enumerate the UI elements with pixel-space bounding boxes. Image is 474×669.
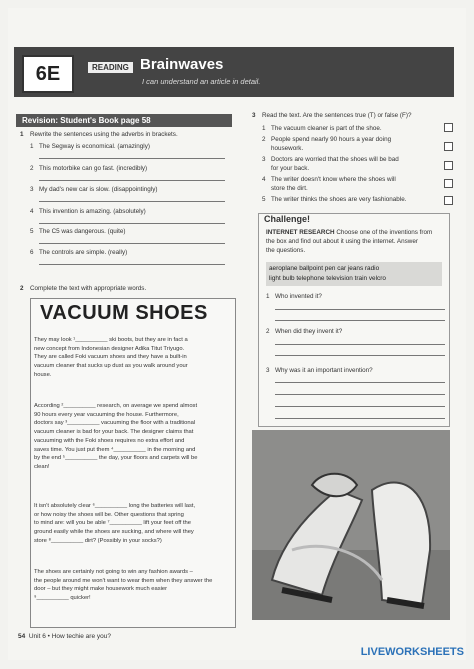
article-line: the people around me won't want to wear them when they answer the — [34, 577, 213, 584]
answer-line[interactable] — [39, 201, 225, 202]
challenge-q-text: When did they invent it? — [275, 328, 343, 335]
article-line: saves time. You just put them ⁴__________ in the morning and — [34, 446, 196, 453]
answer-line[interactable] — [275, 309, 445, 310]
answer-line[interactable] — [275, 355, 445, 356]
article-line: They may look ¹__________ ski boots, but they are in fact a — [34, 337, 188, 343]
challenge-q-number: 2 — [266, 328, 270, 335]
article-line: ⁹__________ quicker! — [34, 595, 91, 602]
article-line: vacuuming with the Foki shoes requires no extra effort and — [34, 437, 185, 444]
challenge-instruction-1: Choose one of the inventions from — [334, 229, 433, 236]
page-subtitle: I can understand an article in detail. — [142, 77, 261, 86]
footer — [18, 633, 111, 640]
tf-box[interactable] — [444, 142, 453, 151]
revision-bar: Revision: Student's Book page 58 — [16, 114, 232, 127]
article-line: by the end ⁵__________ the day, your floors and carpets will be — [34, 455, 198, 462]
article-paragraph-3 — [34, 502, 232, 546]
article-paragraph-4 — [34, 568, 232, 603]
ex3-item-text: Doctors are worried that the shoes will be bad — [271, 156, 399, 163]
ex1-item-text: The controls are simple. (really) — [39, 249, 128, 256]
answer-line[interactable] — [275, 382, 445, 383]
word-box — [266, 262, 442, 286]
internet-research-label: INTERNET RESEARCH — [266, 229, 335, 236]
ex2-number: 2 — [20, 285, 24, 292]
article-line: It isn't absolutely clear ⁶__________ long the batteries will last, — [34, 503, 196, 509]
page-title: Brainwaves — [140, 56, 224, 73]
answer-line[interactable] — [39, 158, 225, 159]
word-row-1: aeroplane ballpoint pen car jeans radio — [269, 265, 380, 272]
article-line: 90 hours every year vacuuming the house. Furthermore, — [34, 411, 179, 418]
article-paragraph-1 — [34, 336, 232, 380]
ex1-instruction: Rewrite the sentences using the adverbs in brackets. — [30, 131, 178, 138]
ex1-item-number: 5 — [30, 228, 34, 235]
article-line: ground easily while the shoes are sucking, and where will they — [34, 529, 194, 536]
tf-box[interactable] — [444, 196, 453, 205]
tf-box[interactable] — [444, 161, 453, 170]
answer-line[interactable] — [275, 320, 445, 321]
unit-code: 6E — [22, 55, 74, 93]
article-line: doctors say ³__________ vacuuming the floor with a traditional — [34, 420, 196, 427]
shoes-illustration — [252, 430, 450, 620]
ex1-item-number: 6 — [30, 249, 34, 256]
article-line: store ⁸__________ dirt? (Possibly in your socks?) — [34, 537, 162, 544]
ex3-item-text-cont: housework. — [271, 145, 304, 152]
ex1-item-text: The C5 was dangerous. (quite) — [39, 228, 126, 235]
challenge-q-number: 3 — [266, 367, 270, 374]
article-line: new concept from Indonesian designer Adika Titut Triyugo. — [34, 345, 185, 352]
ex1-item-text: This motorbike can go fast. (incredibly) — [39, 165, 148, 172]
liveworksheets-watermark: LIVEWORKSHEETS — [360, 646, 464, 658]
answer-line[interactable] — [39, 243, 225, 244]
ex1-item-text: The Segway is economical. (amazingly) — [39, 143, 150, 150]
ex1-item-number: 1 — [30, 143, 34, 150]
ex3-item-number: 2 — [262, 136, 266, 143]
ex3-item-text: The vacuum cleaner is part of the shoe. — [271, 125, 382, 132]
answer-line[interactable] — [275, 406, 445, 407]
vacuum-shoes-photo — [252, 430, 450, 620]
ex2-instruction: Complete the text with appropriate words. — [30, 285, 147, 292]
word-row-2: light bulb telephone television train velcro — [269, 275, 386, 282]
challenge-instruction — [266, 229, 446, 236]
ex1-number: 1 — [20, 131, 24, 138]
article-line: vacuum cleaner is bad for your back. The designer claims that — [34, 429, 194, 436]
ex3-instruction: Read the text. Are the sentences true (T) or false (F)? — [262, 112, 412, 119]
article-paragraph-2 — [34, 402, 232, 472]
article-line: According ²__________ research, on average we spend almost — [34, 403, 198, 409]
answer-line[interactable] — [275, 344, 445, 345]
article-line: vacuum cleaner that sucks up dust as you walk around your — [34, 363, 188, 370]
tf-box[interactable] — [444, 179, 453, 188]
ex1-item-number: 2 — [30, 165, 34, 172]
header-bar — [14, 47, 454, 97]
answer-line[interactable] — [39, 223, 225, 224]
ex3-item-text-cont: store the dirt. — [271, 185, 308, 192]
challenge-title: Challenge! — [264, 214, 311, 224]
tf-box[interactable] — [444, 123, 453, 132]
answer-line[interactable] — [39, 180, 225, 181]
article-line: to mind are: will you be able ⁷__________ lift your feet off the — [34, 520, 191, 527]
footer-unit: Unit 6 • How techie are you? — [28, 633, 111, 640]
article-title: VACUUM SHOES — [40, 302, 208, 324]
reading-tag: READING — [88, 62, 133, 73]
answer-line[interactable] — [275, 418, 445, 419]
ex3-item-number: 5 — [262, 196, 266, 203]
ex1-item-text: This invention is amazing. (absolutely) — [39, 208, 146, 215]
ex3-item-text: The writer thinks the shoes are very fashionable. — [271, 196, 407, 203]
ex1-item-text: My dad's new car is slow. (disappointingly) — [39, 186, 158, 193]
article-line: The shoes are certainly not going to win any fashion awards – — [34, 569, 193, 575]
ex3-number: 3 — [252, 112, 256, 119]
ex1-item-number: 4 — [30, 208, 34, 215]
challenge-q-text: Why was it an important invention? — [275, 367, 373, 374]
article-line: door – but they might make housework much easier — [34, 586, 168, 593]
challenge-instruction-2: the box and find out about it using the internet. Answer — [266, 238, 418, 245]
ex3-item-text: People spend nearly 90 hours a year doing — [271, 136, 392, 143]
article-line: house. — [34, 371, 52, 378]
challenge-q-text: Who invented it? — [275, 293, 322, 300]
article-line: They are called Foki vacuum shoes and they have a built-in — [34, 354, 187, 361]
page-number: 54 — [18, 633, 26, 640]
ex3-item-text-cont: for your back. — [271, 165, 310, 172]
ex3-item-number: 1 — [262, 125, 266, 132]
challenge-q-number: 1 — [266, 293, 270, 300]
ex3-item-number: 4 — [262, 176, 266, 183]
answer-line[interactable] — [39, 264, 225, 265]
article-line: clean! — [34, 463, 50, 470]
ex3-item-number: 3 — [262, 156, 266, 163]
ex3-item-text: The writer doesn't know where the shoes will — [271, 176, 396, 183]
article-line: or how noisy the shoes will be. Other questions that spring — [34, 511, 184, 518]
answer-line[interactable] — [275, 394, 445, 395]
challenge-instruction-3: the questions. — [266, 247, 306, 254]
ex1-item-number: 3 — [30, 186, 34, 193]
